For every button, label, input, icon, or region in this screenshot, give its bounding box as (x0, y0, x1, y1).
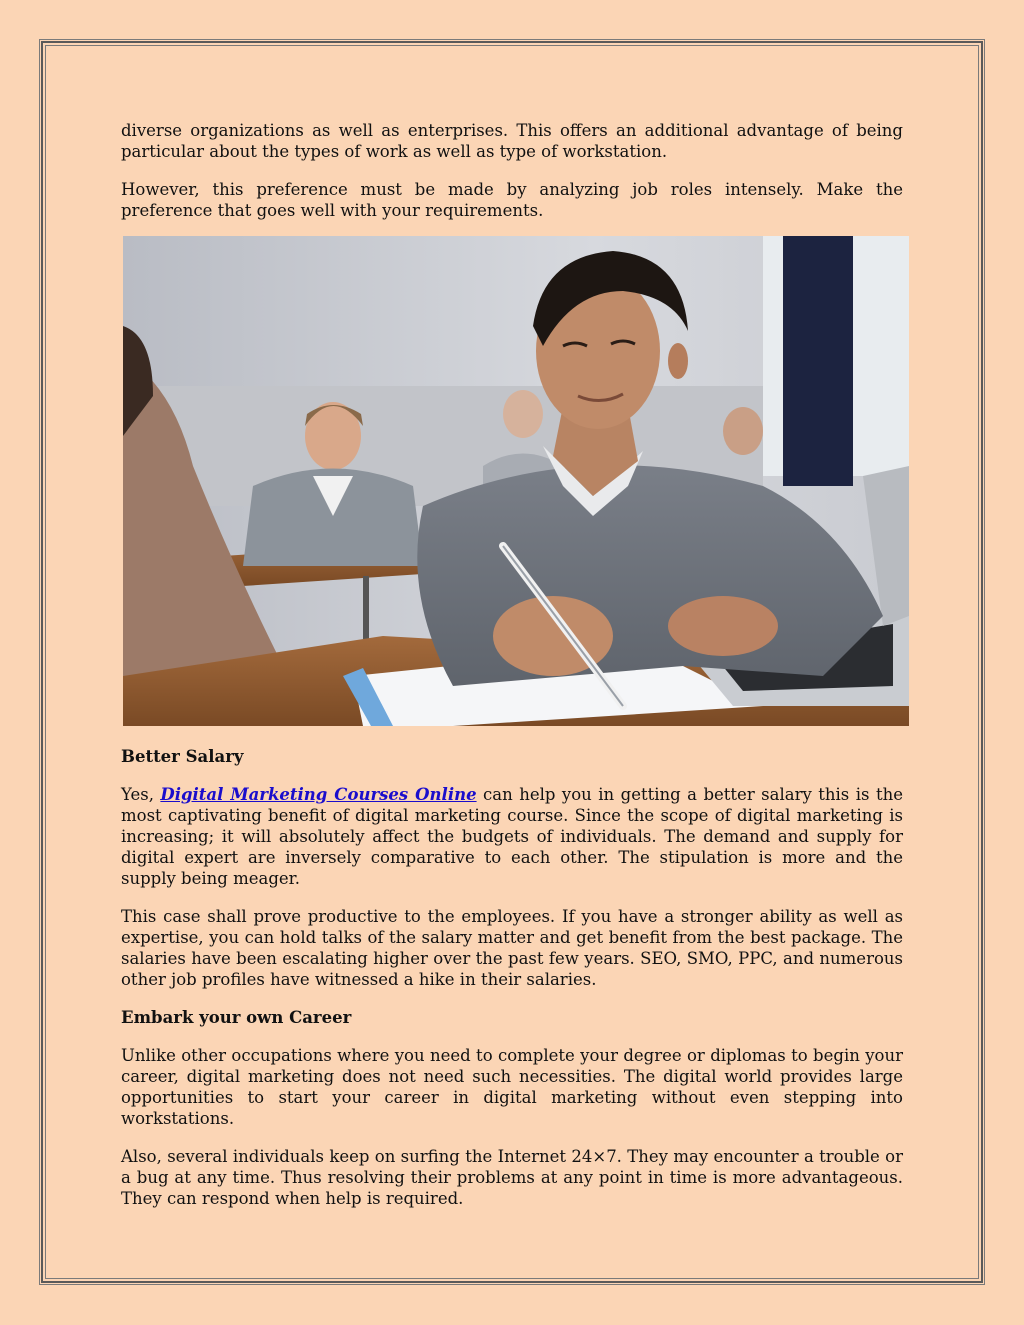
career-paragraph-1: Unlike other occupations where you need to complete your degree or diplomas to begin your career, digital marketing does not need such necessities. The digital world provides large opportunities to start your career in digital marketing without even stepping into workstations. (121, 1046, 903, 1128)
salary-paragraph-2: This case shall prove productive to the employees. If you have a stronger ability as well as expertise, you can hold talks of the salary matter and get benefit from the best package. The salaries have been escalating higher over the past few years. SEO, SMO, PPC, and numerous other job profiles have witnessed a hike in their salaries. (121, 907, 903, 989)
section-heading-embark-career: Embark your own Career (121, 1008, 352, 1027)
salary-paragraph-1 (121, 784, 903, 889)
career-paragraph-2: Also, several individuals keep on surfing the Internet 24×7. They may encounter a trouble or a bug at any time. Thus resolving their problems at any point in time is more advantageous. They can respond when help is required. (121, 1147, 903, 1208)
document-body (121, 120, 903, 1226)
salary-paragraph-1-prefix: Yes, (121, 785, 161, 804)
section-heading-better-salary: Better Salary (121, 747, 244, 766)
salary-paragraph-1-suffix: can help you in getting a better salary this is the most captivating benefit of digital marketing course. Since the scope of digital marketing is increasing; it will absolutely affect the budgets of individuals. The demand and supply for digital expert are inversely comparative to each other. The stipulation is more and the supply being meager. (121, 785, 903, 888)
digital-marketing-courses-link[interactable]: Digital Marketing Courses Online (160, 785, 477, 804)
intro-paragraph-1: diverse organizations as well as enterprises. This offers an additional advantage of being particular about the types of work as well as type of workstation. (121, 121, 903, 161)
classroom-photo (123, 236, 909, 726)
intro-paragraph-2: However, this preference must be made by analyzing job roles intensely. Make the preference that goes well with your requirements. (121, 180, 903, 220)
